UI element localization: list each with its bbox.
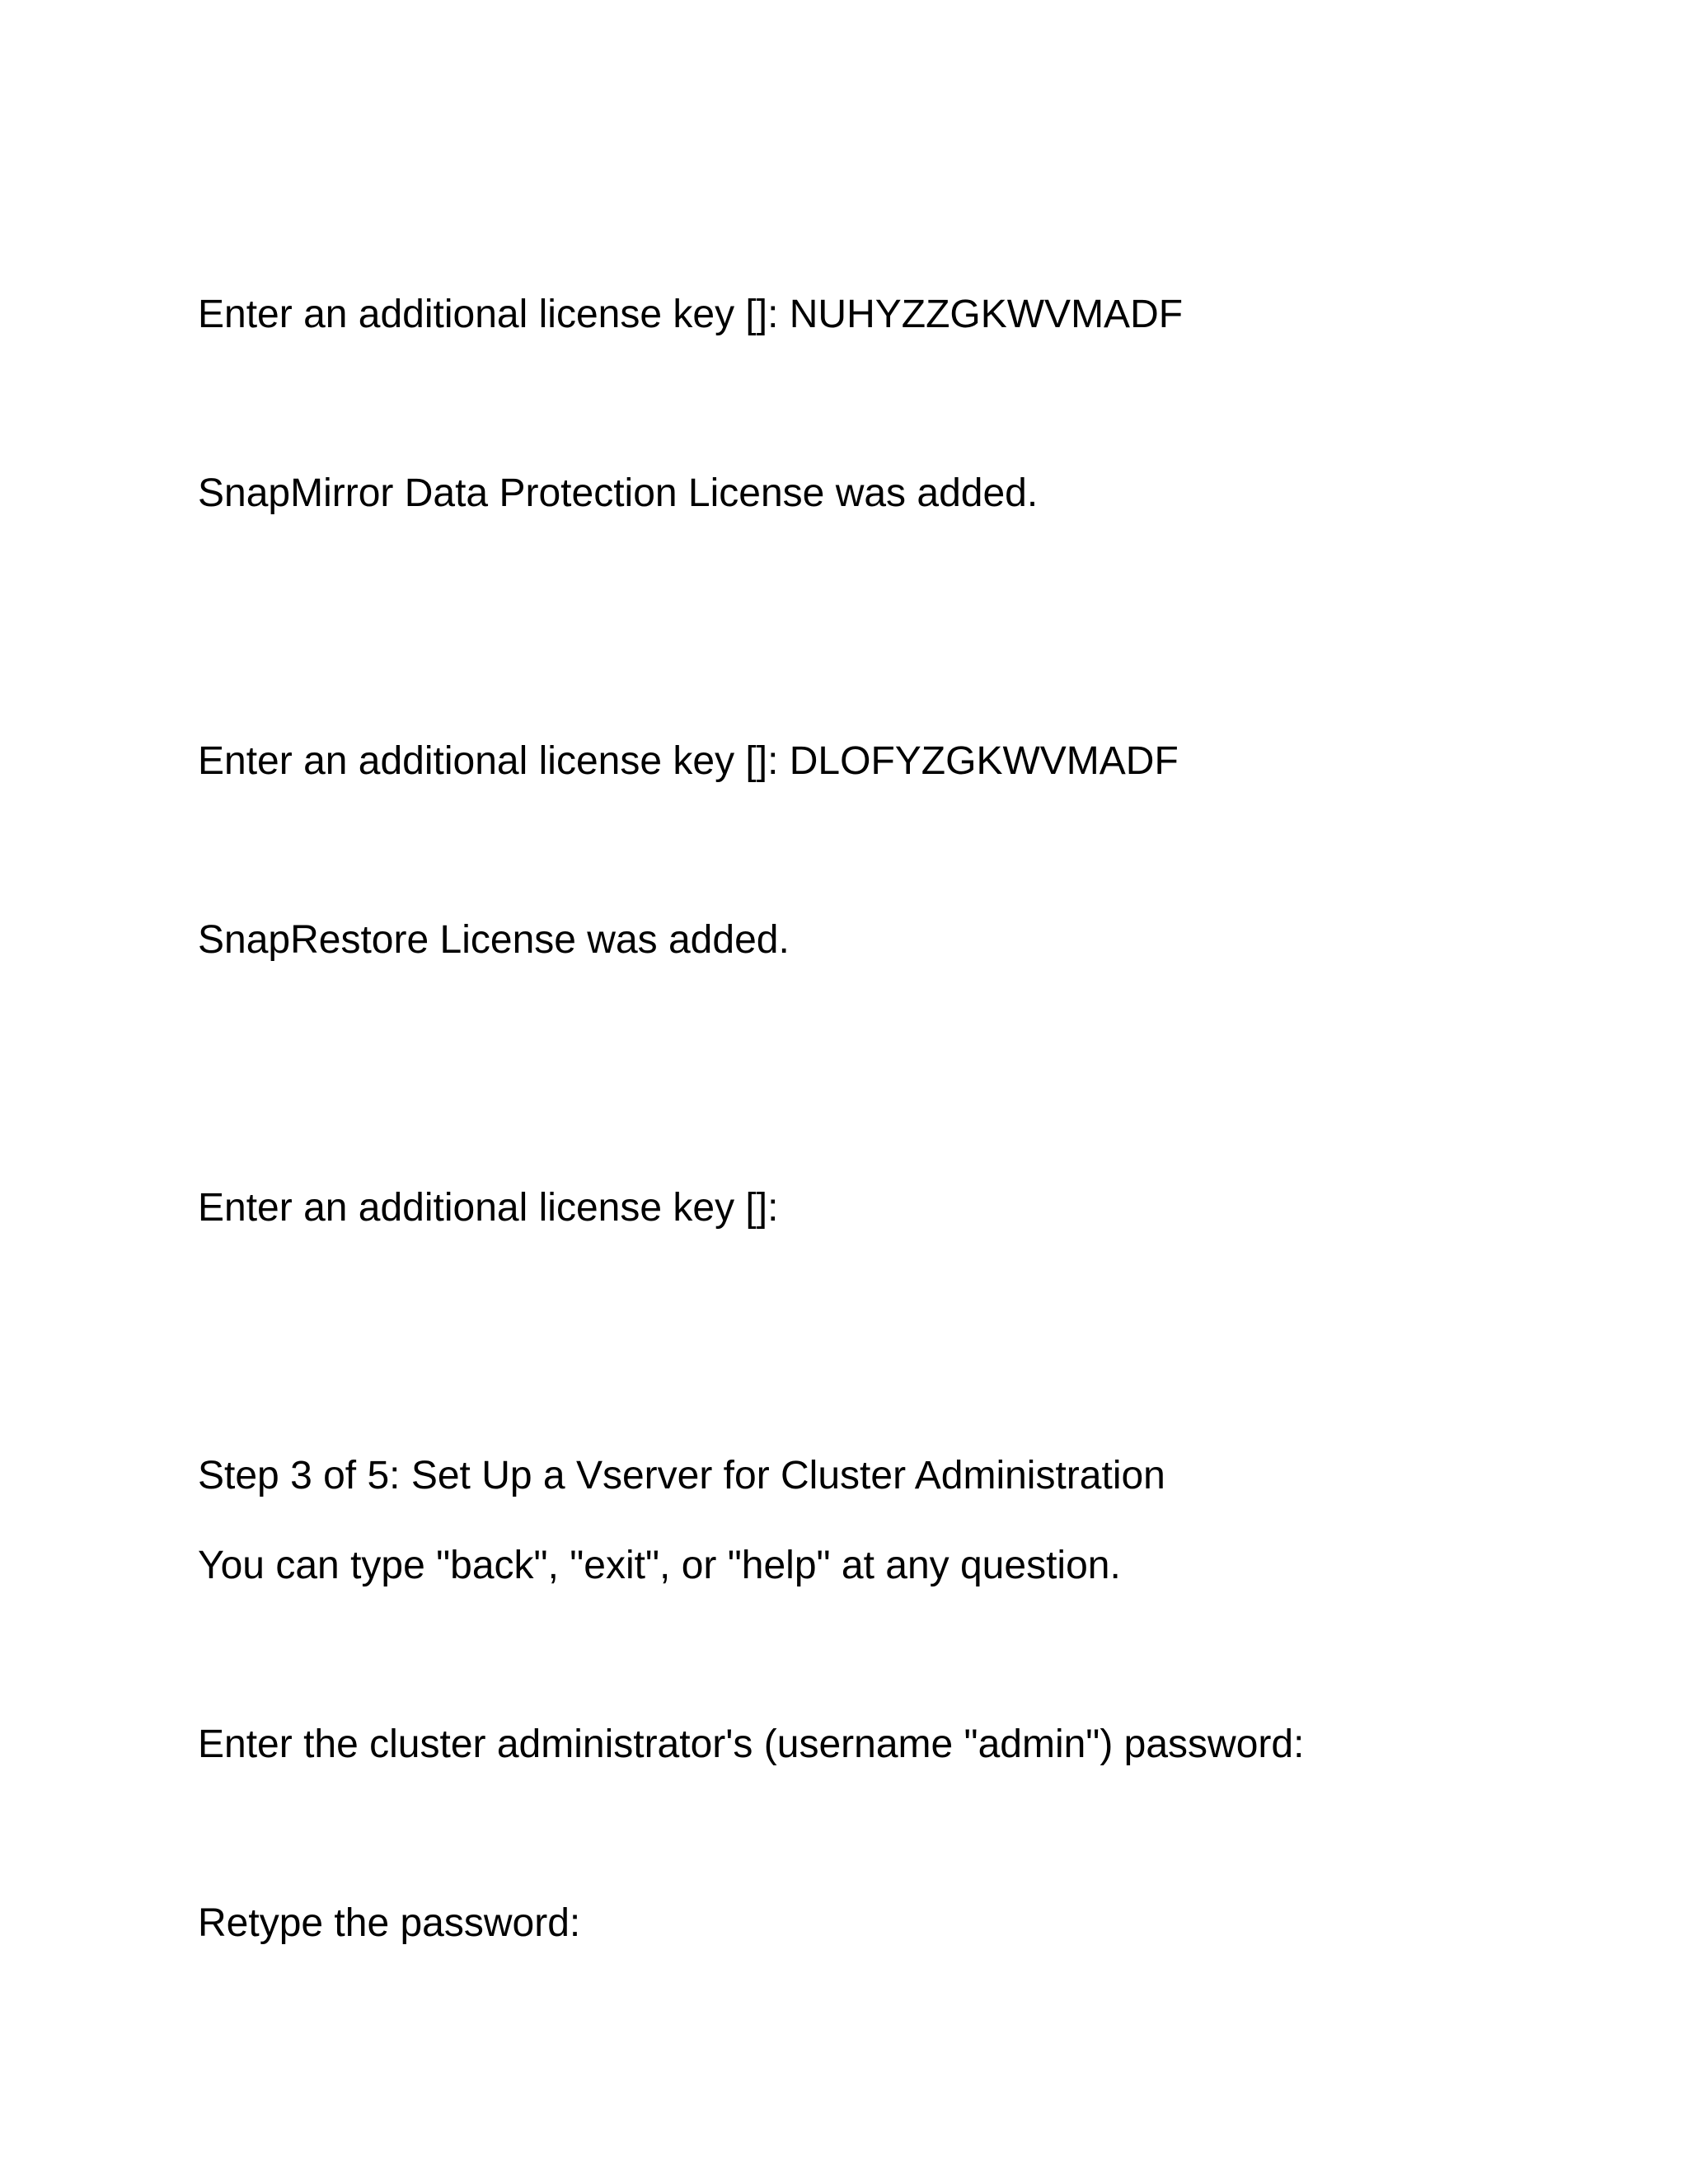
license-key-prompt-2: Enter an additional license key []: DLOFYZGKWVMADF — [198, 739, 1179, 783]
license-key-prompt-3: Enter an additional license key []: — [198, 1186, 779, 1230]
step-heading: Step 3 of 5: Set Up a Vserver for Cluster Administration — [198, 1454, 1165, 1497]
snapmirror-license-added-message: SnapMirror Data Protection License was added. — [198, 471, 1039, 515]
retype-password-prompt: Retype the password: — [198, 1901, 581, 1945]
help-instructions: You can type "back", "exit", or "help" at any question. — [198, 1544, 1121, 1587]
snaprestore-license-added-message: SnapRestore License was added. — [198, 918, 790, 962]
license-key-prompt-1: Enter an additional license key []: NUHYZZGKWVMADF — [198, 293, 1184, 336]
admin-password-prompt: Enter the cluster administrator's (username "admin") password: — [198, 1722, 1305, 1766]
